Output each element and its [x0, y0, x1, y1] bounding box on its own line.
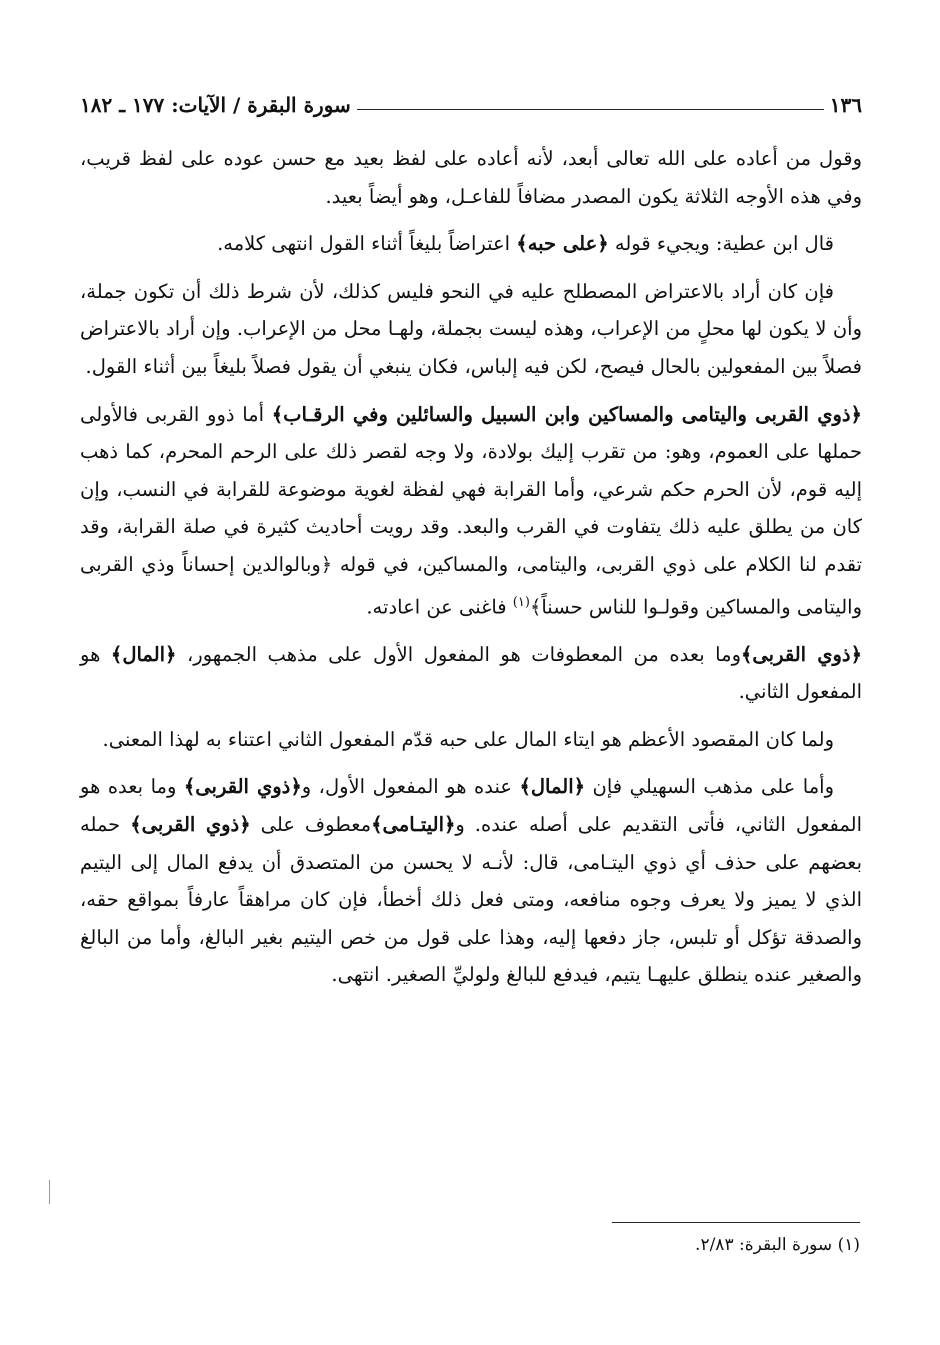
page: [80, 88, 862, 1004]
paragraph: [80, 273, 862, 386]
paragraph: [80, 140, 862, 215]
text-run: وقول من أعاده على الله تعالى أبعد، لأنه أعاده على لفظ بعيد مع حسن عوده على لفظ قريب، وفي هذه الأوجه الثلاثة يكون المصدر مضافاً للفاعـل، وهو أيضاً بعيد.: [80, 147, 862, 208]
footnote-ref: (١): [512, 594, 530, 610]
text-run: فإن كان أراد بالاعتراض المصطلح عليه في النحو فليس كذلك، لأن شرط ذلك أن تكون جملة، وأن لا يكون لها محلٍ من الإعراب، وهذه ليست بجملة، ولهـا محل من الإعراب. وإن أراد بالاعتراض فصلاً بين المفعولين بالحال فيصح، لكن فيه إلباس، فكان ينبغي أن يقول فصلاً بليغاً بين أثناء القول.: [80, 279, 862, 378]
quran-quote: ﴿المال﴾: [110, 642, 177, 666]
quran-quote: ﴿اليتـامى﴾: [371, 813, 456, 836]
quran-quote: ﴿ذوي القربى واليتامى والمساكين وابن السبيل والسائلين وفي الرقـاب﴾: [271, 402, 862, 426]
quran-quote: ﴿ذوي القربى﴾: [183, 775, 302, 799]
paragraph: [80, 396, 862, 626]
text-run: فاغنى عن اعادته.: [366, 595, 513, 619]
text-run: ولما كان المقصود الأعظم هو ايتاء المال على حبه قدّم المفعول الثاني اعتناء به لهذا المعنى.: [102, 727, 834, 751]
text-run: عنده هو المفعول الأول، و: [301, 775, 520, 799]
text-run: هو المفعول الثاني.: [80, 642, 862, 704]
text-run: قال ابن عطية: ويجيء قوله: [608, 232, 834, 256]
quran-quote: ﴿المال﴾: [519, 775, 586, 799]
text-run: حمله بعضهم على حذف أي ذوي اليتـامى، قال: لأنـه لا يحسن من المتصدق أن يدفع المال إلى اليتيم الذي لا يميز ولا يعرف وجوه منافعه، ومتى فعل ذلك أخطأ، فإن كان مراهقاً عارفاً بمواقع حقه، والصدقة تؤكل أو تلبس، جاز دفعها إليه، وهذا على قول من خص اليتيم بغير البالغ، وأما من البالغ والصغير عنده ينطلق عليهـا يتيم، فيدفع للبالغ ولوليِّ الصغير. انتهى.: [80, 813, 862, 987]
page-number: ١٣٦: [829, 93, 862, 117]
paragraph: [80, 721, 862, 759]
paragraph: [80, 225, 862, 263]
text-run: معطوف على: [250, 813, 372, 836]
header-rule: [357, 109, 824, 110]
quran-quote: ﴿على حبه﴾: [516, 232, 609, 256]
footnote: (١) سورة البقرة: ٢/٨٣.: [695, 1235, 860, 1255]
quran-quote: ﴿ذوي القربى﴾: [130, 813, 251, 836]
body-text: [80, 140, 862, 994]
paragraph: [80, 768, 862, 994]
quran-quote: ﴿ذوي القربى﴾: [741, 642, 863, 666]
footnote-rule: [612, 1222, 860, 1223]
margin-mark: [49, 1180, 50, 1204]
running-head: [80, 88, 862, 122]
paragraph: [80, 636, 862, 711]
text-run: وما بعده هو المفعول الثاني، فأتى التقديم على أصله عنده. و: [80, 775, 863, 836]
text-run: اعتراضاً بليغاً أثناء القول انتهى كلامه.: [217, 232, 517, 256]
text-run: وأما على مذهب السهيلي فإن: [585, 775, 834, 799]
text-run: وما بعده من المعطوفات هو المفعول الأول على مذهب الجمهور،: [176, 642, 741, 666]
running-title: سورة البقرة / الآيات: ١٧٧ ـ ١٨٢: [80, 93, 351, 117]
text-run: أما ذوو القربى فالأولى حملها على العموم، وهو: من تقرب إليك بولادة، ولا وجه لقصر ذلك على الرحم المحرم، كما ذهب إليه قوم، لأن الحرم حكم شرعي، وأما القرابة فهي لفظة لغوية موضوعة للقرابة في النسب، وإن كان من يطلق عليه ذلك يتفاوت في القرب والبعد. وقد رويت أحاديث كثيرة في صلة القرابة، وقد تقدم لنا الكلام على ذوي القربى، واليتامى، والمساكين، في قوله ﴿وبالوالدين إحساناً وذي القربى واليتامى والمساكين وقولـوا للناس حسناً﴾: [80, 402, 862, 619]
